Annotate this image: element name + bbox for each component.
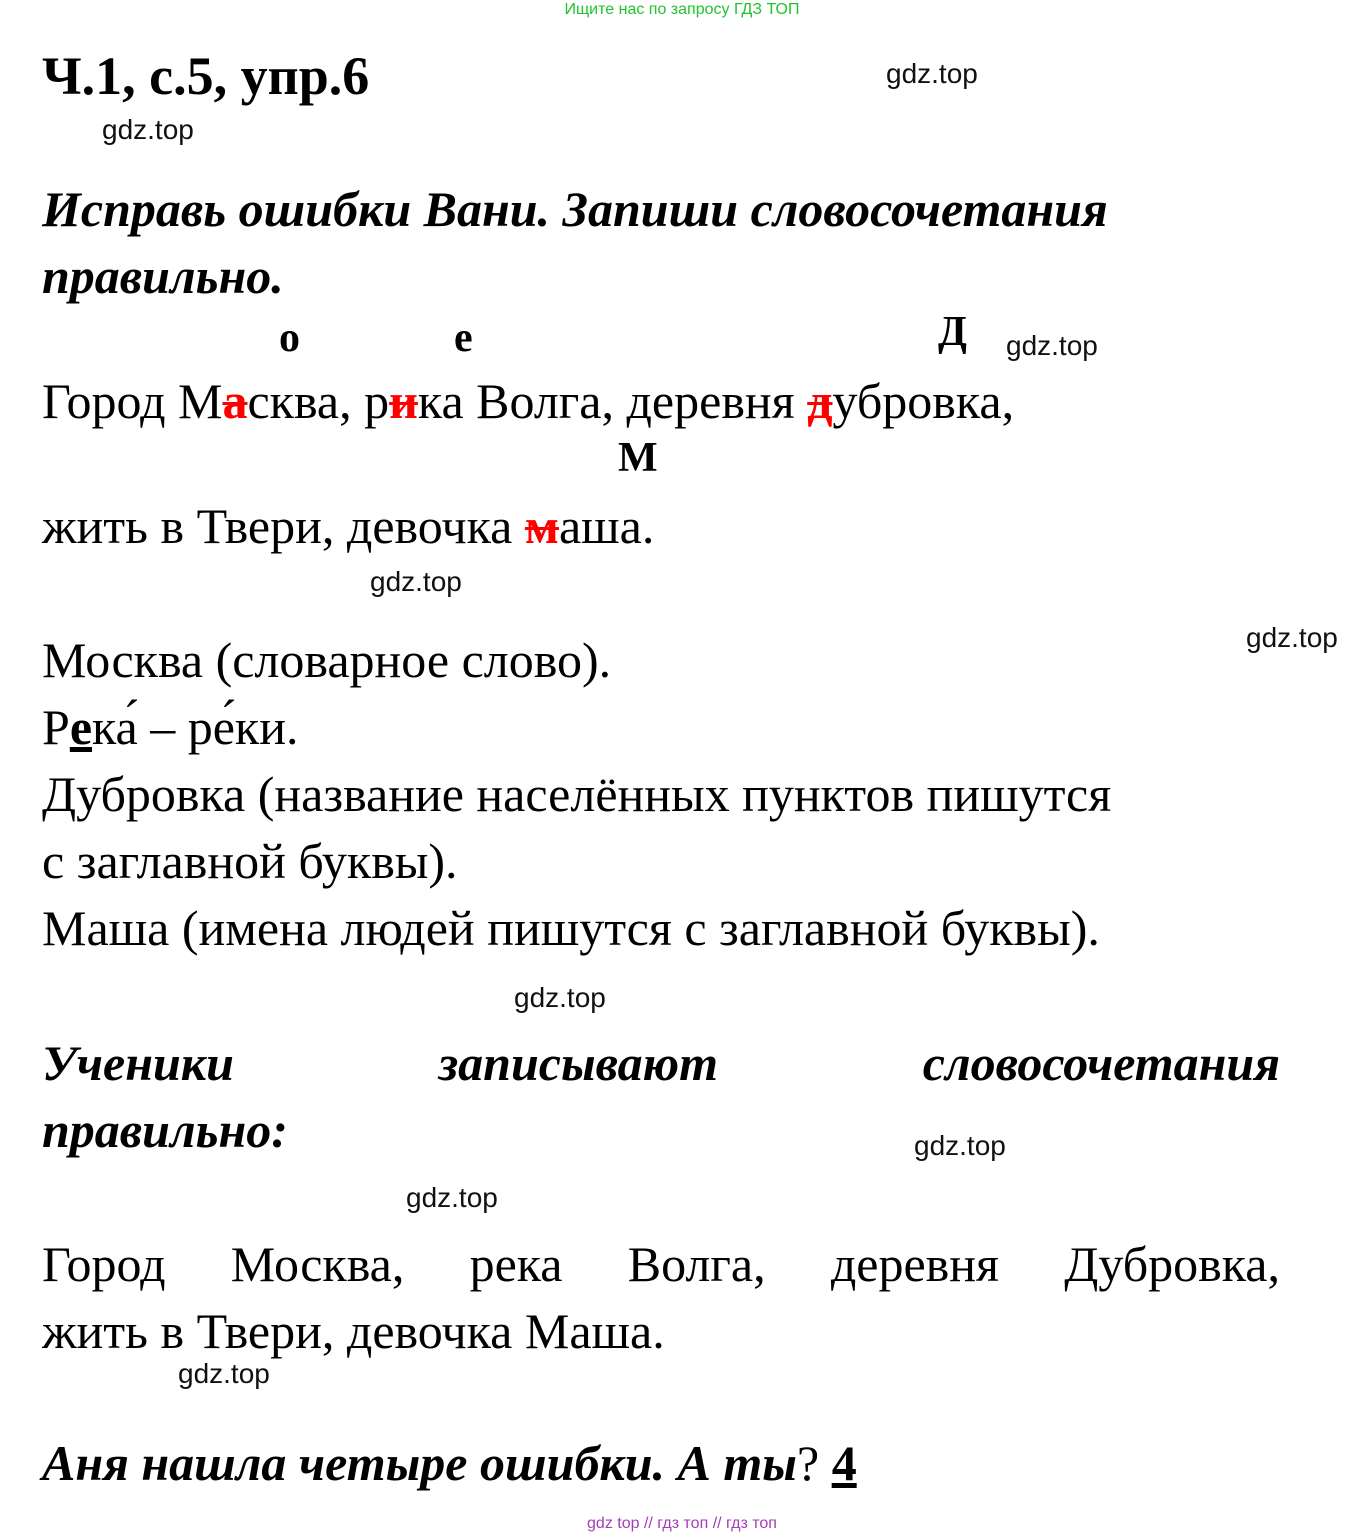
error-letter: и	[389, 373, 418, 429]
answer-line-2: жить в Твери, девочка Маша.	[42, 1303, 665, 1359]
task-line-2: правильно.	[42, 248, 284, 304]
explanation-dubrovka-2: с заглавной буквы).	[42, 833, 458, 889]
watermark: gdz.top	[886, 58, 978, 89]
explanation-masha: Маша (имена людей пишутся с заглавной буквы).	[42, 900, 1100, 956]
watermark: gdz.top	[1246, 622, 1338, 653]
error-letter: м	[524, 498, 559, 554]
answer-count: 4	[831, 1435, 857, 1491]
bottom-banner: gdz top // гдз топ // гдз топ	[587, 1515, 777, 1532]
watermark: gdz.top	[914, 1130, 1006, 1161]
watermark: gdz.top	[1006, 330, 1098, 361]
watermark: gdz.top	[102, 114, 194, 145]
answer-line-1: Город Москва, река Волга, деревня Дубровка,	[42, 1236, 1280, 1292]
explanation-moscow: Москва (словарное слово).	[42, 632, 612, 688]
explanation-dubrovka-1: Дубровка (название населённых пунктов пишутся	[42, 766, 1112, 822]
watermark: gdz.top	[370, 566, 462, 597]
students-line-2: правильно:	[42, 1102, 288, 1158]
students-line-1: Ученики записывают словосочетания	[42, 1035, 1280, 1091]
watermark: gdz.top	[406, 1182, 498, 1213]
watermark: gdz.top	[178, 1358, 270, 1389]
top-banner: Ищите нас по запросу ГДЗ ТОП	[564, 1, 800, 18]
correction-letter-d: Д	[938, 309, 967, 355]
underlined-vowel: е	[69, 699, 93, 755]
correction-letter-o: о	[279, 315, 300, 361]
correction-letter-m: М	[618, 435, 658, 481]
task-line-1: Исправь ошибки Вани. Запиши словосочетания	[42, 181, 1108, 237]
explanation-reka: Река́ – ре́ки.	[42, 699, 299, 755]
watermark: gdz.top	[514, 982, 606, 1013]
exercise-heading: Ч.1, с.5, упр.6	[42, 46, 370, 106]
error-letter: а	[222, 373, 248, 429]
correction-letter-e: е	[454, 315, 473, 361]
error-letter: д	[807, 373, 833, 429]
original-line-2: жить в Твери, девочка маша.	[42, 498, 655, 554]
final-question: Аня нашла четыре ошибки. А ты? 4	[42, 1435, 857, 1491]
original-line-1: Город Масква, рика Волга, деревня дубровка,	[42, 373, 1015, 429]
